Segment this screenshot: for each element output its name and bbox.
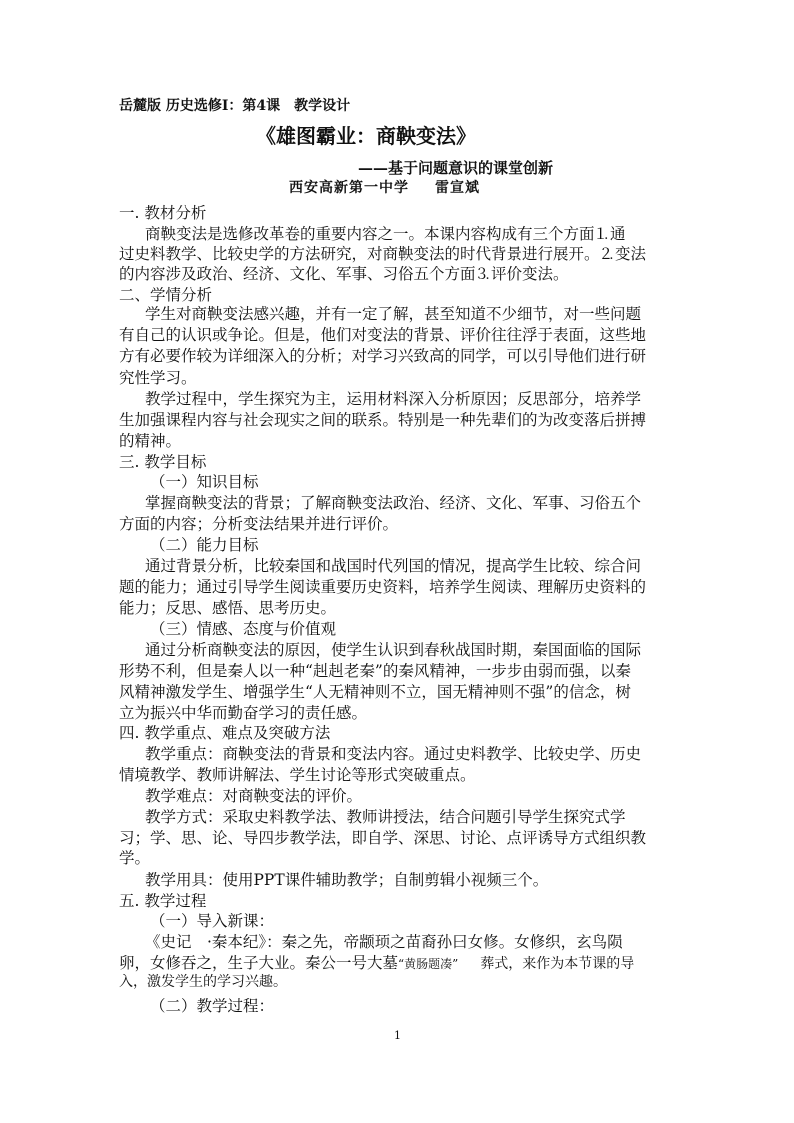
document-title: 《雄图霸业：商鞅变法》 [256, 124, 476, 148]
paragraph-line: 风精神激发学生、增强学生“人无精神则不立，国无精神则不强”的信念，树 [119, 683, 631, 701]
paragraph-line: 《史记 ·秦本纪》：秦之先，帝颛顼之苗裔孙曰女修。女修织，玄鸟陨 [145, 933, 623, 951]
paragraph-line: 教学难点：对商鞅变法的评价。 [145, 787, 363, 805]
paragraph-line: 方面的内容；分析变法结果并进行评价。 [119, 515, 399, 533]
section-heading: 二、学情分析 [119, 286, 213, 304]
inline-quote: “黄肠题凑” [398, 957, 459, 971]
paragraph-line: 通过分析商鞅变法的原因，使学生认识到春秋战国时期，秦国面临的国际 [145, 641, 642, 659]
paragraph-line: 有自己的认识或争论。但是，他们对变法的背景、评价往往浮于表面，这些地 [119, 326, 647, 344]
paragraph-line: 入，激发学生的学习兴趣。 [119, 974, 287, 990]
paragraph-line: 的精神。 [119, 432, 182, 450]
paragraph-line: 能力；反思、感悟、思考历史。 [119, 599, 337, 617]
paragraph-line: 学生对商鞅变法感兴趣，并有一定了解，甚至知道不少细节，对一些问题 [145, 305, 642, 323]
subsection-heading: （二）教学过程： [150, 997, 275, 1015]
author-name: 雷宣斌 [435, 180, 480, 196]
paragraph-line: 教学重点：商鞅变法的背景和变法内容。通过史料教学、比较史学、历史 [145, 745, 642, 763]
section-heading: 一. 教材分析 [119, 204, 207, 222]
paragraph-line: 的内容涉及政治、经济、文化、军事、习俗五个方面⒊评价变法。 [119, 265, 569, 283]
document-header: 岳麓版 历史选修Ⅰ：第4课 教学设计 [119, 98, 351, 114]
subsection-heading: （一）知识目标 [150, 473, 259, 491]
paragraph-line: 掌握商鞅变法的背景；了解商鞅变法政治、经济、文化、军事、习俗五个 [145, 494, 642, 512]
paragraph-line: 卵，女修吞之，生子大业。秦公一号大墓“黄肠题凑” 葬式，来作为本节课的导 [119, 954, 635, 972]
paragraph-line: 商鞅变法是选修改革卷的重要内容之一。本课内容构成有三个方面⒈通 [145, 225, 626, 243]
paragraph-line: 过史料教学、比较史学的方法研究，对商鞅变法的时代背景进行展开。⒉变法 [119, 245, 647, 263]
document-subtitle: ——基于问题意识的课堂创新 [358, 159, 554, 177]
subsection-heading: （一）导入新课： [150, 912, 275, 930]
paragraph-line: 教学过程中，学生探究为主，运用材料深入分析原因；反思部分，培养学 [145, 390, 642, 408]
paragraph-line: 习；学、思、论、导四步教学法，即自学、深思、讨论、点评诱导方式组织教 [119, 829, 647, 847]
paragraph-line: 题的能力；通过引导学生阅读重要历史资料，培养学生阅读、理解历史资料的 [119, 578, 647, 596]
page-number: 1 [394, 1029, 401, 1042]
section-heading: 五. 教学过程 [119, 892, 207, 910]
paragraph-line: 形势不利，但是秦人以一种“赳赳老秦”的秦风精神，一步步由弱而强，以秦 [119, 662, 631, 680]
author-line [289, 178, 480, 198]
paragraph-line: 究性学习。 [119, 369, 197, 387]
paragraph-line: 通过背景分析，比较秦国和战国时代列国的情况，提高学生比较、综合问 [145, 557, 642, 575]
paragraph-line: 立为振兴中华而勤奋学习的责任感。 [119, 704, 368, 722]
paragraph-line: 生加强课程内容与社会现实之间的联系。特别是一种先辈们的为改变落后拼搏 [119, 411, 647, 429]
author-school: 西安高新第一中学 [289, 180, 409, 196]
paragraph-line: 教学用具：使用PPT课件辅助教学；自制剪辑小视频三个。 [145, 871, 549, 889]
subsection-heading: （三）情感、态度与价值观 [150, 620, 337, 638]
paragraph-line: 情境教学、教师讲解法、学生讨论等形式突破重点。 [119, 766, 476, 784]
subsection-heading: （二）能力目标 [150, 536, 259, 554]
paragraph-line: 学。 [119, 849, 151, 867]
section-heading: 三. 教学目标 [119, 453, 207, 471]
paragraph-line: 方有必要作较为详细深入的分析；对学习兴致高的同学，可以引导他们进行研 [119, 347, 647, 365]
paragraph-line: 教学方式：采取史料教学法、教师讲授法，结合问题引导学生探究式学 [145, 808, 626, 826]
section-heading: 四. 教学重点、难点及突破方法 [119, 724, 331, 742]
